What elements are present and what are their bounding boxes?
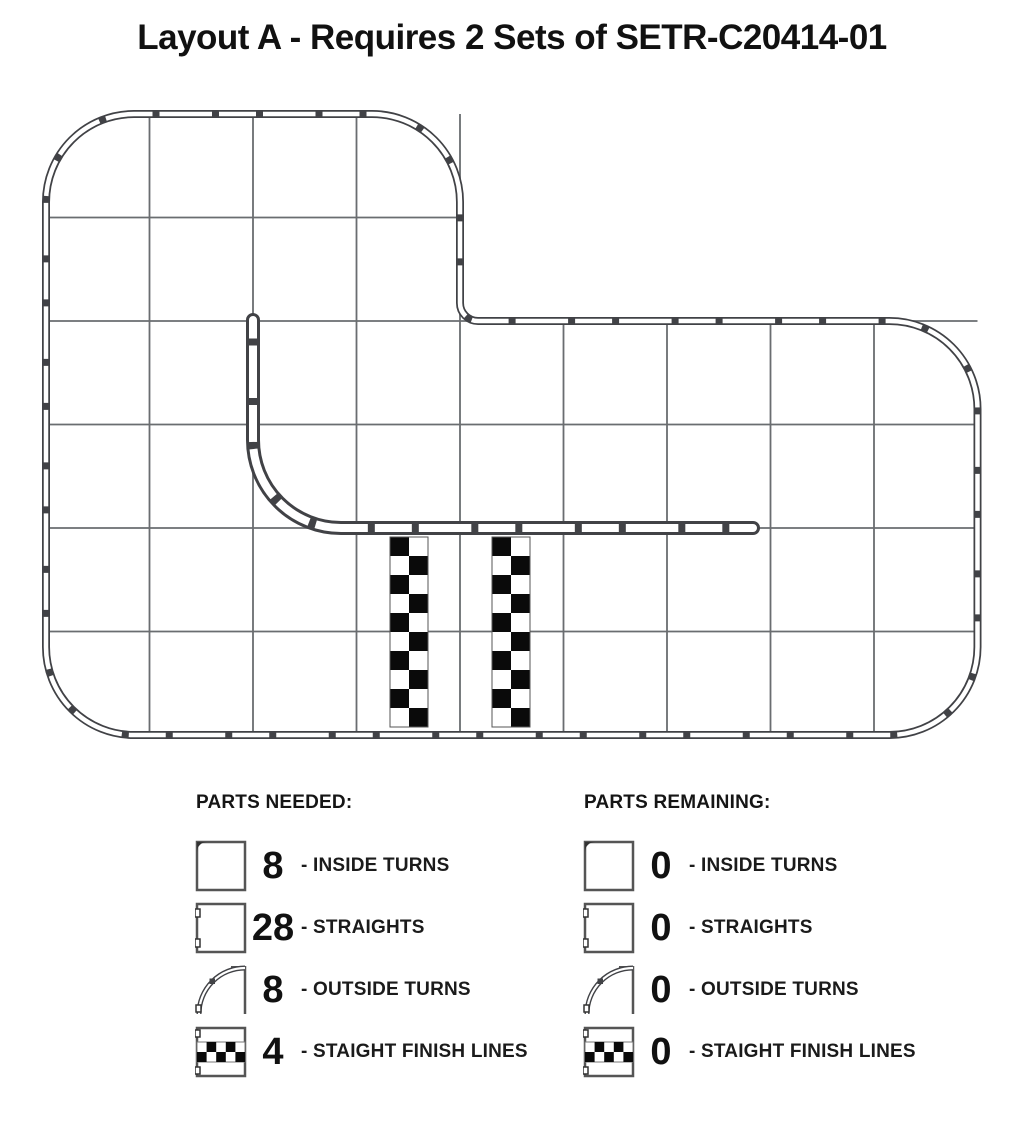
part-count: 0 bbox=[650, 1031, 672, 1073]
diagram-title: Layout A - Requires 2 Sets of SETR-C20414-01 bbox=[137, 18, 887, 57]
part-count: 0 bbox=[650, 845, 672, 887]
parts-needed-heading: PARTS NEEDED: bbox=[196, 792, 353, 813]
inside-turn-icon bbox=[195, 840, 247, 892]
finish-line-icon bbox=[583, 1026, 635, 1078]
part-label: - OUTSIDE TURNS bbox=[689, 979, 859, 1000]
part-count: 4 bbox=[262, 1031, 284, 1073]
part-label: - STAIGHT FINISH LINES bbox=[689, 1041, 916, 1062]
legend-row-finish-lines bbox=[195, 1026, 625, 1078]
finish-line-strip bbox=[492, 537, 530, 727]
part-label: - STRAIGHTS bbox=[301, 917, 425, 938]
legend-row-outside-turns bbox=[583, 964, 1013, 1016]
part-label: - INSIDE TURNS bbox=[689, 855, 838, 876]
legend-row-finish-lines bbox=[583, 1026, 1013, 1078]
straight-icon bbox=[583, 902, 635, 954]
inside-turn-icon bbox=[583, 840, 635, 892]
part-count: 8 bbox=[262, 969, 284, 1011]
part-count: 0 bbox=[650, 907, 672, 949]
part-label: - STRAIGHTS bbox=[689, 917, 813, 938]
finish-line-strip bbox=[390, 537, 428, 727]
part-count: 28 bbox=[251, 907, 295, 949]
parts-needed-panel bbox=[195, 792, 625, 1088]
legend-row-inside-turns bbox=[195, 840, 625, 892]
legend-row-outside-turns bbox=[195, 964, 625, 1016]
parts-remaining-panel bbox=[583, 792, 1013, 1088]
finish-line-icon bbox=[195, 1026, 247, 1078]
legend-row-straights bbox=[583, 902, 1013, 954]
outside-turn-icon bbox=[195, 964, 247, 1016]
part-label: - INSIDE TURNS bbox=[301, 855, 450, 876]
legend-row-straights bbox=[195, 902, 625, 954]
part-label: - OUTSIDE TURNS bbox=[301, 979, 471, 1000]
part-label: - STAIGHT FINISH LINES bbox=[301, 1041, 528, 1062]
outside-turn-icon bbox=[583, 964, 635, 1016]
legend-row-inside-turns bbox=[583, 840, 1013, 892]
parts-remaining-heading: PARTS REMAINING: bbox=[584, 792, 771, 813]
part-count: 0 bbox=[650, 969, 672, 1011]
straight-icon bbox=[195, 902, 247, 954]
part-count: 8 bbox=[262, 845, 284, 887]
